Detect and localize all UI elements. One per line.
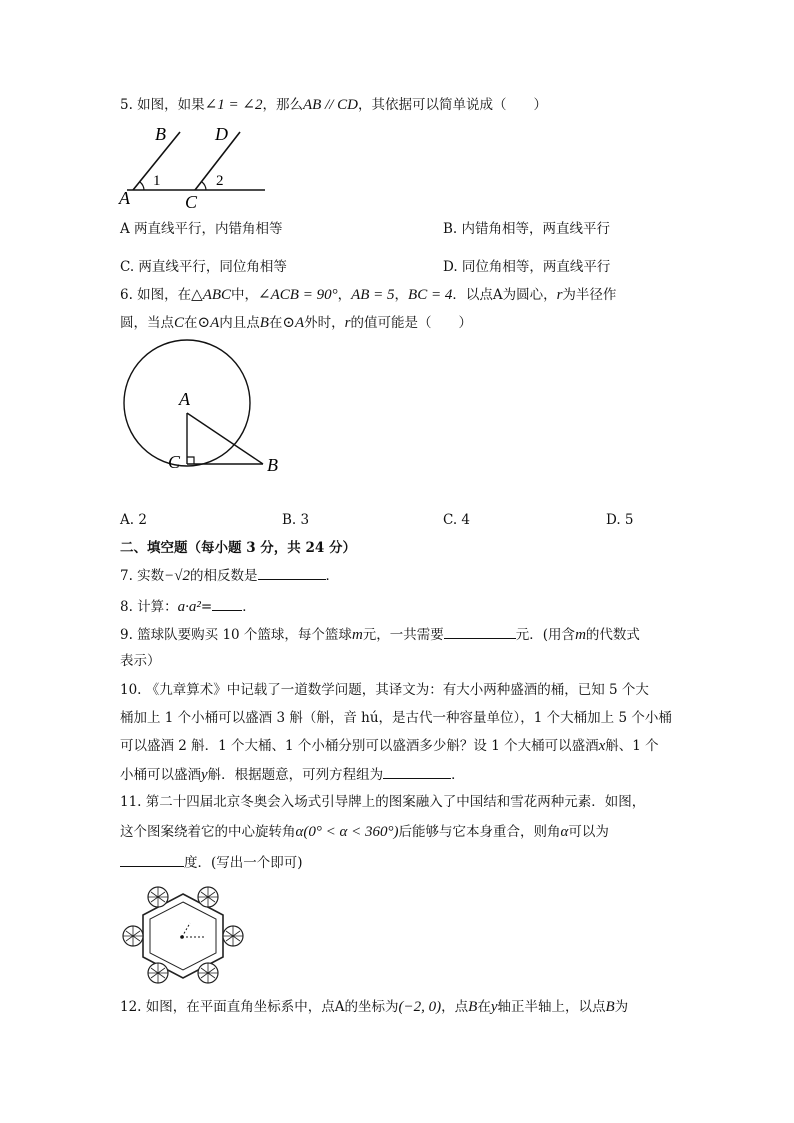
q6-bc-length: BC = 4 <box>408 287 453 303</box>
q11-line1: 11. 第二十四届北京冬奥会入场式引导牌上的图案融入了中国结和雪花两种元素．如图， <box>120 794 646 810</box>
q6-right-angle-mark <box>187 457 194 464</box>
q6-l2-in2: 在 <box>268 315 283 331</box>
q5-figure <box>115 122 275 210</box>
q9-answer-blank[interactable] <box>444 624 516 639</box>
q9-text-post: 元．(用含 <box>515 627 576 643</box>
q9-text-end: 的代数式 <box>585 627 640 643</box>
q6-stem-line1 <box>120 285 616 305</box>
q10-line2: 桶加上 1 个小桶可以盛酒 3 斛（斛，音 hú，是古代一种容量单位），1 个大桶加上 5 个小桶 <box>120 710 672 726</box>
q6-text-post: ．以点A为圆心， <box>452 287 557 303</box>
q6-r2: r <box>344 315 351 331</box>
q10-y: y <box>201 767 208 783</box>
q9-m: m <box>351 627 363 643</box>
q11-knots <box>123 887 243 983</box>
q12-text-end: 为 <box>614 999 629 1015</box>
q12-coordinate: (−2, 0) <box>398 999 442 1015</box>
q10-l3-post: 斛、1 个 <box>605 738 659 754</box>
q10-l4-text: 小桶可以盛酒 <box>120 767 201 783</box>
q7-text: 7. 实数 <box>120 568 165 584</box>
q8-answer-blank[interactable] <box>212 596 242 611</box>
q12-text-mid: ，点 <box>441 999 469 1015</box>
q11-l2-text: 这个图案绕着它的中心旋转角 <box>120 824 296 840</box>
q11-angle-range: α(0° < α < 360°) <box>295 824 399 840</box>
q11-snowflake-knot-figure <box>118 880 248 988</box>
q6-point-b: B <box>259 315 269 331</box>
q12-text-mid2: 在 <box>477 999 491 1015</box>
q10-x: x <box>598 738 606 754</box>
q6-l2-post: 外时， <box>304 315 345 331</box>
q6-label-b: B <box>267 455 278 475</box>
q5-label-a: A <box>119 188 130 208</box>
q11-l2-mid: 后能够与它本身重合，则角 <box>398 824 561 840</box>
q6-l2-end: 的值可能是（ ） <box>350 315 472 331</box>
q6-text-mid: 中， <box>231 287 259 303</box>
q9-text-mid: 元，一共需要 <box>362 627 444 643</box>
q5-angle1-arc <box>140 182 144 190</box>
q6-circle-a2: ⊙A <box>282 315 305 331</box>
q12-text: 12. 如图，在平面直角坐标系中，点A的坐标为 <box>120 999 399 1015</box>
q5-angle2-arc <box>202 182 206 190</box>
q9-line1 <box>120 624 640 645</box>
q5-option-c: C. 两直线平行，同位角相等 <box>120 259 287 275</box>
q6-ab-length: AB = 5 <box>351 287 395 303</box>
q6-label-c: C <box>168 452 181 472</box>
q5-parallel: // <box>321 97 338 113</box>
q6-angle-acb: ∠ACB = 90° <box>258 287 338 303</box>
q6-option-b: B. 3 <box>282 512 310 528</box>
q7 <box>120 565 339 586</box>
q6-sep2: ， <box>394 287 409 303</box>
q5-option-b: B. 内错角相等，两直线平行 <box>443 221 611 237</box>
q5-cd: CD <box>337 97 358 113</box>
q11-answer-blank[interactable] <box>120 852 184 867</box>
q5-option-d: D. 同位角相等，两直线平行 <box>443 259 611 275</box>
q8-expression: a·a² <box>177 599 201 615</box>
q6-option-d: D. 5 <box>606 512 634 528</box>
q7-answer-blank[interactable] <box>258 565 326 580</box>
q10-line4 <box>120 764 465 785</box>
q11-l3-text: 度．(写出一个即可) <box>184 855 303 871</box>
q10-line3 <box>120 736 659 756</box>
q6-l2-in: 在 <box>184 315 198 331</box>
q5-text: 5. 如图，如果 <box>120 97 205 113</box>
q6-option-c: C. 4 <box>443 512 471 528</box>
q11-line3 <box>120 852 303 873</box>
q5-text-mid: ，那么 <box>262 97 303 113</box>
q5-equals: = <box>224 97 243 113</box>
q11-l2-end: 可以为 <box>568 824 609 840</box>
q12 <box>120 997 628 1017</box>
q6-stem-line2 <box>120 313 472 333</box>
q9-text: 9. 篮球队要购买 10 个篮球，每个篮球 <box>120 627 352 643</box>
q5-ab: AB <box>302 97 322 113</box>
q5-label-1: 1 <box>153 173 161 189</box>
q5-label-2: 2 <box>216 173 224 189</box>
q6-sep1: ， <box>337 287 352 303</box>
q10-l3-text: 可以盛酒 2 斛．1 个大桶、1 个小桶分别可以盛酒多少斛？设 1 个大桶可以盛酒 <box>120 738 599 754</box>
q6-option-a: A. 2 <box>120 512 147 528</box>
q6-figure <box>115 338 290 478</box>
q5-angle1: ∠1 <box>204 97 225 113</box>
q8-equals: = <box>200 599 213 615</box>
q9-line2: 表示） <box>120 653 161 669</box>
q8 <box>120 596 256 617</box>
q5-label-b: B <box>155 124 166 144</box>
q5-option-a: A 两直线平行，内错角相等 <box>120 221 283 237</box>
q10-line1: 10. 《九章算术》中记载了一道数学问题，其译文为：有大小两种盛酒的桶，已知 5 个大 <box>120 682 649 698</box>
q6-text: 6. 如图，在 <box>120 287 192 303</box>
q6-side-ab <box>187 413 263 464</box>
q11-alpha: α <box>560 824 569 840</box>
q5-text-end: ，其依据可以简单说成（ ） <box>357 97 547 113</box>
q7-text-post: 的相反数是 <box>190 568 258 584</box>
q8-text: 8. 计算： <box>120 599 178 615</box>
q6-r: r <box>556 287 563 303</box>
q5-label-d: D <box>215 124 228 144</box>
q11-line2 <box>120 822 609 842</box>
q12-point-b2: B <box>605 999 615 1015</box>
q6-l2-text: 圆，当点 <box>120 315 174 331</box>
q10-answer-blank[interactable] <box>383 764 451 779</box>
q5-stem <box>120 95 547 115</box>
q10-l4-mid: 斛．根据题意，可列方程组为 <box>207 767 384 783</box>
q9-m2: m <box>575 627 586 643</box>
section-heading: 二、填空题（每小题 3 分，共 24 分） <box>120 540 356 556</box>
q10-l4-end: ． <box>451 767 465 783</box>
q6-label-a: A <box>179 389 190 409</box>
q8-end: ． <box>242 599 256 615</box>
q5-angle2: ∠2 <box>242 97 263 113</box>
q6-text-end: 为半径作 <box>562 287 617 303</box>
q12-text-post: 轴正半轴上，以点 <box>497 999 606 1015</box>
q12-point-b: B <box>468 999 478 1015</box>
q6-point-c: C <box>174 315 185 331</box>
q12-y: y <box>490 999 498 1015</box>
q6-l2-mid: 内且点 <box>219 315 260 331</box>
q7-value: −√2 <box>164 568 191 584</box>
q5-label-c: C <box>185 192 198 210</box>
q7-end: ． <box>325 568 340 584</box>
q6-triangle: △ABC <box>191 287 232 303</box>
q6-circle-a: ⊙A <box>197 315 220 331</box>
